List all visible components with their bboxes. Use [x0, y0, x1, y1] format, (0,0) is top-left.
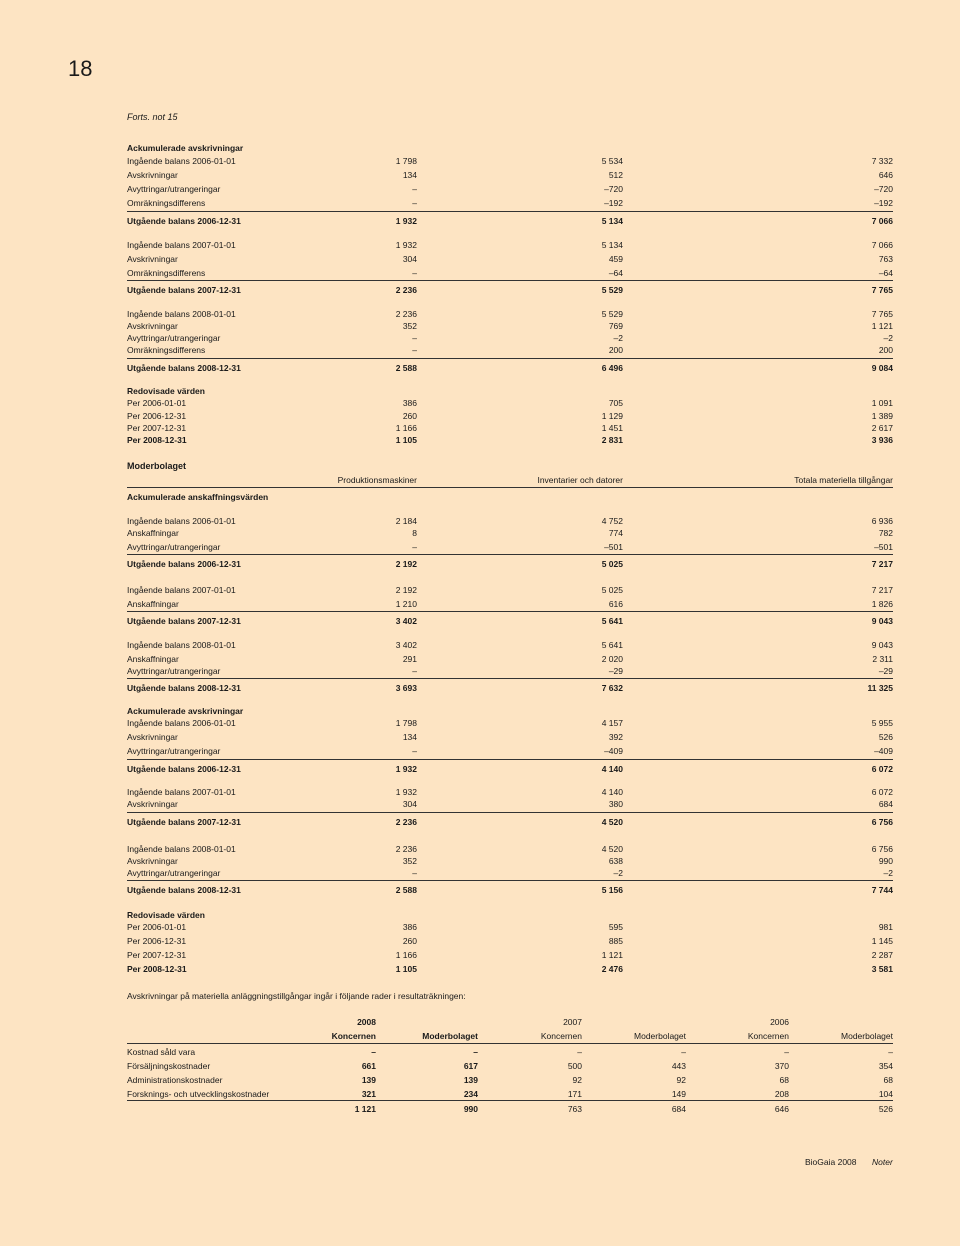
- table-row: [127, 884, 893, 896]
- allocation-intro: Avskrivningar på materiella anläggningstillgångar ingår i följande rader i resultaträkningen:: [127, 991, 466, 1001]
- cell-value: 354: [878, 1061, 893, 1071]
- row-label: Avskrivningar: [127, 799, 178, 809]
- cell-value: –409: [874, 746, 893, 756]
- cell-value: 1 932: [395, 787, 417, 797]
- cell-value: –2: [613, 868, 623, 878]
- cell-value: 2 020: [601, 654, 623, 664]
- cell-value: 104: [878, 1089, 893, 1099]
- table-row: [127, 541, 893, 553]
- table-row: [127, 598, 893, 610]
- cell-value: –192: [604, 198, 623, 208]
- cell-value: 200: [608, 345, 623, 355]
- cell-value: 1 166: [395, 423, 417, 433]
- row-label: Utgående balans 2006-12-31: [127, 216, 241, 226]
- table-row: [127, 867, 893, 879]
- table-row: [127, 527, 893, 539]
- cell-value: 92: [676, 1075, 686, 1085]
- cell-value: 774: [608, 528, 623, 538]
- row-label: Ingående balans 2008-01-01: [127, 844, 236, 854]
- cell-value: –192: [874, 198, 893, 208]
- cell-value: 459: [608, 254, 623, 264]
- year-label: 2006: [770, 1017, 789, 1027]
- cell-value: 386: [402, 922, 417, 932]
- table-row: [127, 717, 893, 729]
- cell-value: 260: [402, 411, 417, 421]
- cell-value: 1 166: [395, 950, 417, 960]
- row-label: Utgående balans 2008-12-31: [127, 885, 241, 895]
- table-row: [127, 798, 893, 810]
- row-label: Avskrivningar: [127, 170, 178, 180]
- subtotal-rule: [127, 812, 893, 813]
- row-label: Forsknings- och utvecklingskostnader: [127, 1089, 270, 1099]
- cell-value: 512: [608, 170, 623, 180]
- table-row: [127, 1046, 893, 1058]
- cell-value: –: [412, 542, 417, 552]
- cell-value: –: [412, 868, 417, 878]
- row-label: Ingående balans 2008-01-01: [127, 309, 236, 319]
- row-label: Omräkningsdifferens: [127, 198, 206, 208]
- cell-value: 6 072: [871, 787, 893, 797]
- row-label: Per 2007-12-31: [127, 950, 187, 960]
- cell-value: 1 798: [395, 156, 417, 166]
- table-row: [127, 344, 893, 356]
- row-label: Avyttringar/utrangeringar: [127, 746, 221, 756]
- cell-value: 4 157: [601, 718, 623, 728]
- cell-value: 370: [774, 1061, 789, 1071]
- table-row: [127, 731, 893, 743]
- cell-value: 5 134: [601, 240, 623, 250]
- cell-value: 5 134: [601, 216, 623, 226]
- cell-value: 981: [878, 922, 893, 932]
- subtotal-rule: [127, 211, 893, 212]
- cell-value: 1 121: [871, 321, 893, 331]
- cell-value: 68: [883, 1075, 893, 1085]
- column-header: Totala materiella tillgångar: [794, 475, 893, 485]
- cell-value: 1 389: [871, 411, 893, 421]
- row-label: Administrationskostnader: [127, 1075, 223, 1085]
- footer-section: Noter: [872, 1157, 893, 1167]
- cell-value: –64: [878, 268, 893, 278]
- cell-value: 5 534: [601, 156, 623, 166]
- cell-value: 990: [463, 1104, 478, 1114]
- cell-value: 234: [463, 1089, 478, 1099]
- table-row: [127, 397, 893, 409]
- table-row: [127, 1074, 893, 1086]
- table-row: [127, 763, 893, 775]
- cell-value: Moderbolaget: [634, 1031, 686, 1041]
- cell-value: Moderbolaget: [841, 1031, 893, 1041]
- section-heading: Ackumulerade avskrivningar: [127, 706, 244, 716]
- table-row: [127, 816, 893, 828]
- header-rule: [127, 487, 893, 488]
- cell-value: 134: [402, 732, 417, 742]
- cell-value: 321: [361, 1089, 376, 1099]
- subtotal-rule: [127, 280, 893, 281]
- cell-value: 5 025: [601, 559, 623, 569]
- table-row: [127, 362, 893, 374]
- subtotal-rule: [127, 880, 893, 881]
- cell-value: –501: [874, 542, 893, 552]
- cell-value: 7 765: [871, 309, 893, 319]
- row-label: Utgående balans 2006-12-31: [127, 764, 241, 774]
- table-row: [127, 935, 893, 947]
- cell-value: 2 192: [395, 559, 417, 569]
- table-row: [127, 921, 893, 933]
- subtotal-rule: [127, 358, 893, 359]
- cell-value: 1 798: [395, 718, 417, 728]
- cell-value: –2: [883, 333, 893, 343]
- row-label: Anskaffningar: [127, 599, 179, 609]
- row-label: Avskrivningar: [127, 254, 178, 264]
- page-number: 18: [68, 56, 93, 81]
- cell-value: 617: [463, 1061, 478, 1071]
- cell-value: 2 588: [395, 363, 417, 373]
- cell-value: 149: [671, 1089, 686, 1099]
- cell-value: 5 641: [601, 640, 623, 650]
- cell-value: Koncernen: [747, 1031, 789, 1041]
- cell-value: 304: [402, 799, 417, 809]
- cell-value: 684: [671, 1104, 686, 1114]
- cell-value: –29: [878, 666, 893, 676]
- cell-value: 304: [402, 254, 417, 264]
- table-row: [127, 653, 893, 665]
- table-row: [127, 410, 893, 422]
- row-label: Per 2006-12-31: [127, 936, 187, 946]
- cell-value: 526: [878, 1104, 893, 1114]
- cell-value: –2: [613, 333, 623, 343]
- year-header-row: [127, 1016, 893, 1028]
- table-row: [127, 422, 893, 434]
- cell-value: 380: [608, 799, 623, 809]
- cell-value: 68: [779, 1075, 789, 1085]
- row-label: Anskaffningar: [127, 528, 179, 538]
- table-row: [127, 665, 893, 677]
- cell-value: 1 210: [395, 599, 417, 609]
- cell-value: –: [412, 198, 417, 208]
- cell-value: 1 145: [871, 936, 893, 946]
- footer-company: BioGaia 2008: [805, 1157, 857, 1167]
- row-label: Avyttringar/utrangeringar: [127, 184, 221, 194]
- row-label: Avyttringar/utrangeringar: [127, 333, 221, 343]
- row-label: Per 2007-12-31: [127, 423, 187, 433]
- cell-value: 7 066: [871, 240, 893, 250]
- year-label: 2007: [563, 1017, 582, 1027]
- cell-value: –2: [883, 868, 893, 878]
- cell-value: 7 217: [871, 585, 893, 595]
- cell-value: Koncernen: [540, 1031, 582, 1041]
- cell-value: 990: [878, 856, 893, 866]
- cell-value: –64: [608, 268, 623, 278]
- total-row: [127, 1103, 893, 1115]
- cell-value: 139: [361, 1075, 376, 1085]
- section-heading: Ackumulerade anskaffningsvärden: [127, 492, 269, 502]
- cell-value: 7 744: [871, 885, 893, 895]
- cell-value: 392: [608, 732, 623, 742]
- table-row: [127, 682, 893, 694]
- cell-value: 5 156: [601, 885, 623, 895]
- cell-value: 7 765: [871, 285, 893, 295]
- row-label: Omräkningsdifferens: [127, 345, 206, 355]
- cell-value: 526: [878, 732, 893, 742]
- cell-value: 2 617: [871, 423, 893, 433]
- row-label: Per 2008-12-31: [127, 435, 187, 445]
- cell-value: 171: [567, 1089, 582, 1099]
- subtotal-rule: [127, 554, 893, 555]
- table-row: [127, 558, 893, 570]
- row-label: Kostnad såld vara: [127, 1047, 196, 1057]
- cell-value: –: [681, 1047, 686, 1057]
- cell-value: 2 192: [395, 585, 417, 595]
- cell-value: –: [412, 666, 417, 676]
- cell-value: –: [412, 268, 417, 278]
- cell-value: –: [412, 746, 417, 756]
- subtotal-rule: [127, 759, 893, 760]
- table-row: [127, 843, 893, 855]
- row-label: Per 2006-12-31: [127, 411, 187, 421]
- cell-value: 2 287: [871, 950, 893, 960]
- cell-value: 646: [774, 1104, 789, 1114]
- cell-value: –501: [604, 542, 623, 552]
- cell-value: 443: [671, 1061, 686, 1071]
- cell-value: 208: [774, 1089, 789, 1099]
- cell-value: 763: [878, 254, 893, 264]
- cell-value: 616: [608, 599, 623, 609]
- cell-value: 6 072: [871, 764, 893, 774]
- cell-value: Koncernen: [331, 1031, 376, 1041]
- row-label: Ingående balans 2008-01-01: [127, 640, 236, 650]
- row-label: Avskrivningar: [127, 321, 178, 331]
- header-rule: [127, 1043, 893, 1044]
- row-label: Utgående balans 2007-12-31: [127, 285, 241, 295]
- cell-value: 9 043: [871, 640, 893, 650]
- table-row: [127, 155, 893, 167]
- cell-value: 5 529: [601, 285, 623, 295]
- cell-value: 763: [567, 1104, 582, 1114]
- table-row: [127, 1088, 893, 1100]
- cell-value: Moderbolaget: [422, 1031, 478, 1041]
- row-label: Försäljningskostnader: [127, 1061, 211, 1071]
- row-label: Per 2006-01-01: [127, 922, 187, 932]
- cell-value: 7 632: [601, 683, 623, 693]
- cell-value: 3 402: [395, 616, 417, 626]
- row-label: Avyttringar/utrangeringar: [127, 666, 221, 676]
- cell-value: –: [473, 1047, 478, 1057]
- column-header: Inventarier och datorer: [537, 475, 623, 485]
- cell-value: 1 932: [395, 216, 417, 226]
- cell-value: 2 588: [395, 885, 417, 895]
- cell-value: 2 236: [395, 844, 417, 854]
- cell-value: 1 932: [395, 240, 417, 250]
- row-label: Omräkningsdifferens: [127, 268, 206, 278]
- table-row: [127, 615, 893, 627]
- table-row: [127, 308, 893, 320]
- cell-value: 200: [878, 345, 893, 355]
- cell-value: 705: [608, 398, 623, 408]
- table-row: [127, 786, 893, 798]
- cell-value: 5 529: [601, 309, 623, 319]
- table-row: [127, 745, 893, 757]
- table-row: [127, 267, 893, 279]
- cell-value: 9 043: [871, 616, 893, 626]
- cell-value: –: [412, 184, 417, 194]
- cell-value: –: [888, 1047, 893, 1057]
- parent-heading: Moderbolaget: [127, 461, 187, 471]
- section-heading: Redovisade värden: [127, 910, 205, 920]
- row-label: Utgående balans 2008-12-31: [127, 683, 241, 693]
- cell-value: 6 936: [871, 516, 893, 526]
- cell-value: 500: [567, 1061, 582, 1071]
- row-label: Avyttringar/utrangeringar: [127, 542, 221, 552]
- cell-value: 11 325: [867, 683, 893, 693]
- cell-value: 352: [402, 321, 417, 331]
- row-label: Utgående balans 2007-12-31: [127, 817, 241, 827]
- cell-value: 5 955: [871, 718, 893, 728]
- cell-value: 1 091: [871, 398, 893, 408]
- cell-value: –409: [604, 746, 623, 756]
- row-label: Utgående balans 2008-12-31: [127, 363, 241, 373]
- section-heading: Redovisade värden: [127, 386, 205, 396]
- cell-value: 1 105: [395, 964, 417, 974]
- note-continued-label: Forts. not 15: [127, 112, 178, 122]
- cell-value: 7 332: [871, 156, 893, 166]
- cell-value: 92: [572, 1075, 582, 1085]
- table-row: [127, 949, 893, 961]
- cell-value: 7 217: [871, 559, 893, 569]
- cell-value: 4 140: [601, 787, 623, 797]
- cell-value: 139: [463, 1075, 478, 1085]
- table-row: [127, 169, 893, 181]
- cell-value: 1 826: [871, 599, 893, 609]
- table-row: [127, 639, 893, 651]
- cell-value: 885: [608, 936, 623, 946]
- cell-value: 684: [878, 799, 893, 809]
- cell-value: 352: [402, 856, 417, 866]
- table-row: [127, 332, 893, 344]
- row-label: Utgående balans 2007-12-31: [127, 616, 241, 626]
- cell-value: 386: [402, 398, 417, 408]
- cell-value: 6 496: [601, 363, 623, 373]
- row-label: Ingående balans 2007-01-01: [127, 585, 236, 595]
- cell-value: 8: [412, 528, 417, 538]
- cell-value: 3 936: [871, 435, 893, 445]
- row-label: Avskrivningar: [127, 732, 178, 742]
- row-label: Per 2006-01-01: [127, 398, 187, 408]
- row-label: Ingående balans 2006-01-01: [127, 718, 236, 728]
- subtotal-rule: [127, 1100, 893, 1101]
- cell-value: 2 476: [601, 964, 623, 974]
- cell-value: 1 105: [395, 435, 417, 445]
- cell-value: 260: [402, 936, 417, 946]
- cell-value: 1 121: [354, 1104, 376, 1114]
- section-heading: Ackumulerade avskrivningar: [127, 143, 244, 153]
- cell-value: –: [577, 1047, 582, 1057]
- row-label: Ingående balans 2007-01-01: [127, 240, 236, 250]
- cell-value: 4 520: [601, 817, 623, 827]
- cell-value: 661: [361, 1061, 376, 1071]
- cell-value: –: [371, 1047, 376, 1057]
- table-row: [127, 855, 893, 867]
- row-label: Anskaffningar: [127, 654, 179, 664]
- cell-value: 291: [402, 654, 417, 664]
- table-row: [127, 584, 893, 596]
- cell-value: 769: [608, 321, 623, 331]
- cell-value: –: [412, 333, 417, 343]
- subtotal-rule: [127, 611, 893, 612]
- cell-value: –29: [608, 666, 623, 676]
- row-label: Ingående balans 2006-01-01: [127, 156, 236, 166]
- cell-value: 2 236: [395, 817, 417, 827]
- row-label: Utgående balans 2006-12-31: [127, 559, 241, 569]
- row-label: Avskrivningar: [127, 856, 178, 866]
- table-row: [127, 320, 893, 332]
- cell-value: 1 451: [601, 423, 623, 433]
- cell-value: 1 121: [601, 950, 623, 960]
- cell-value: 9 084: [871, 363, 893, 373]
- cell-value: 782: [878, 528, 893, 538]
- cell-value: 5 641: [601, 616, 623, 626]
- cell-value: 4 752: [601, 516, 623, 526]
- cell-value: 1 932: [395, 764, 417, 774]
- cell-value: 7 066: [871, 216, 893, 226]
- table-row: [127, 183, 893, 195]
- column-header: Produktionsmaskiner: [337, 475, 417, 485]
- cell-value: 2 184: [395, 516, 417, 526]
- cell-value: 3 581: [871, 964, 893, 974]
- cell-value: 2 311: [872, 654, 893, 664]
- row-label: Avyttringar/utrangeringar: [127, 868, 221, 878]
- year-label: 2008: [357, 1017, 376, 1027]
- cell-value: 1 129: [601, 411, 623, 421]
- table-row: [127, 963, 893, 975]
- cell-value: 5 025: [601, 585, 623, 595]
- cell-value: 638: [608, 856, 623, 866]
- cell-value: 2 831: [601, 435, 623, 445]
- subheader-row: [127, 1030, 893, 1042]
- row-label: Ingående balans 2006-01-01: [127, 516, 236, 526]
- subtotal-rule: [127, 678, 893, 679]
- cell-value: 6 756: [871, 844, 893, 854]
- table-row: [127, 284, 893, 296]
- cell-value: 134: [402, 170, 417, 180]
- cell-value: 3 693: [395, 683, 417, 693]
- table-row: [127, 515, 893, 527]
- row-label: Ingående balans 2007-01-01: [127, 787, 236, 797]
- cell-value: 595: [608, 922, 623, 932]
- row-label: Per 2008-12-31: [127, 964, 187, 974]
- table-row: [127, 215, 893, 227]
- cell-value: 4 140: [601, 764, 623, 774]
- cell-value: –720: [604, 184, 623, 194]
- table-row: [127, 434, 893, 446]
- cell-value: 2 236: [395, 309, 417, 319]
- cell-value: 3 402: [395, 640, 417, 650]
- table-row: [127, 197, 893, 209]
- cell-value: 4 520: [601, 844, 623, 854]
- cell-value: –: [412, 345, 417, 355]
- cell-value: 646: [878, 170, 893, 180]
- cell-value: –720: [874, 184, 893, 194]
- table-row: [127, 253, 893, 265]
- table-row: [127, 1060, 893, 1072]
- table-row: [127, 239, 893, 251]
- cell-value: –: [784, 1047, 789, 1057]
- cell-value: 6 756: [871, 817, 893, 827]
- cell-value: 2 236: [395, 285, 417, 295]
